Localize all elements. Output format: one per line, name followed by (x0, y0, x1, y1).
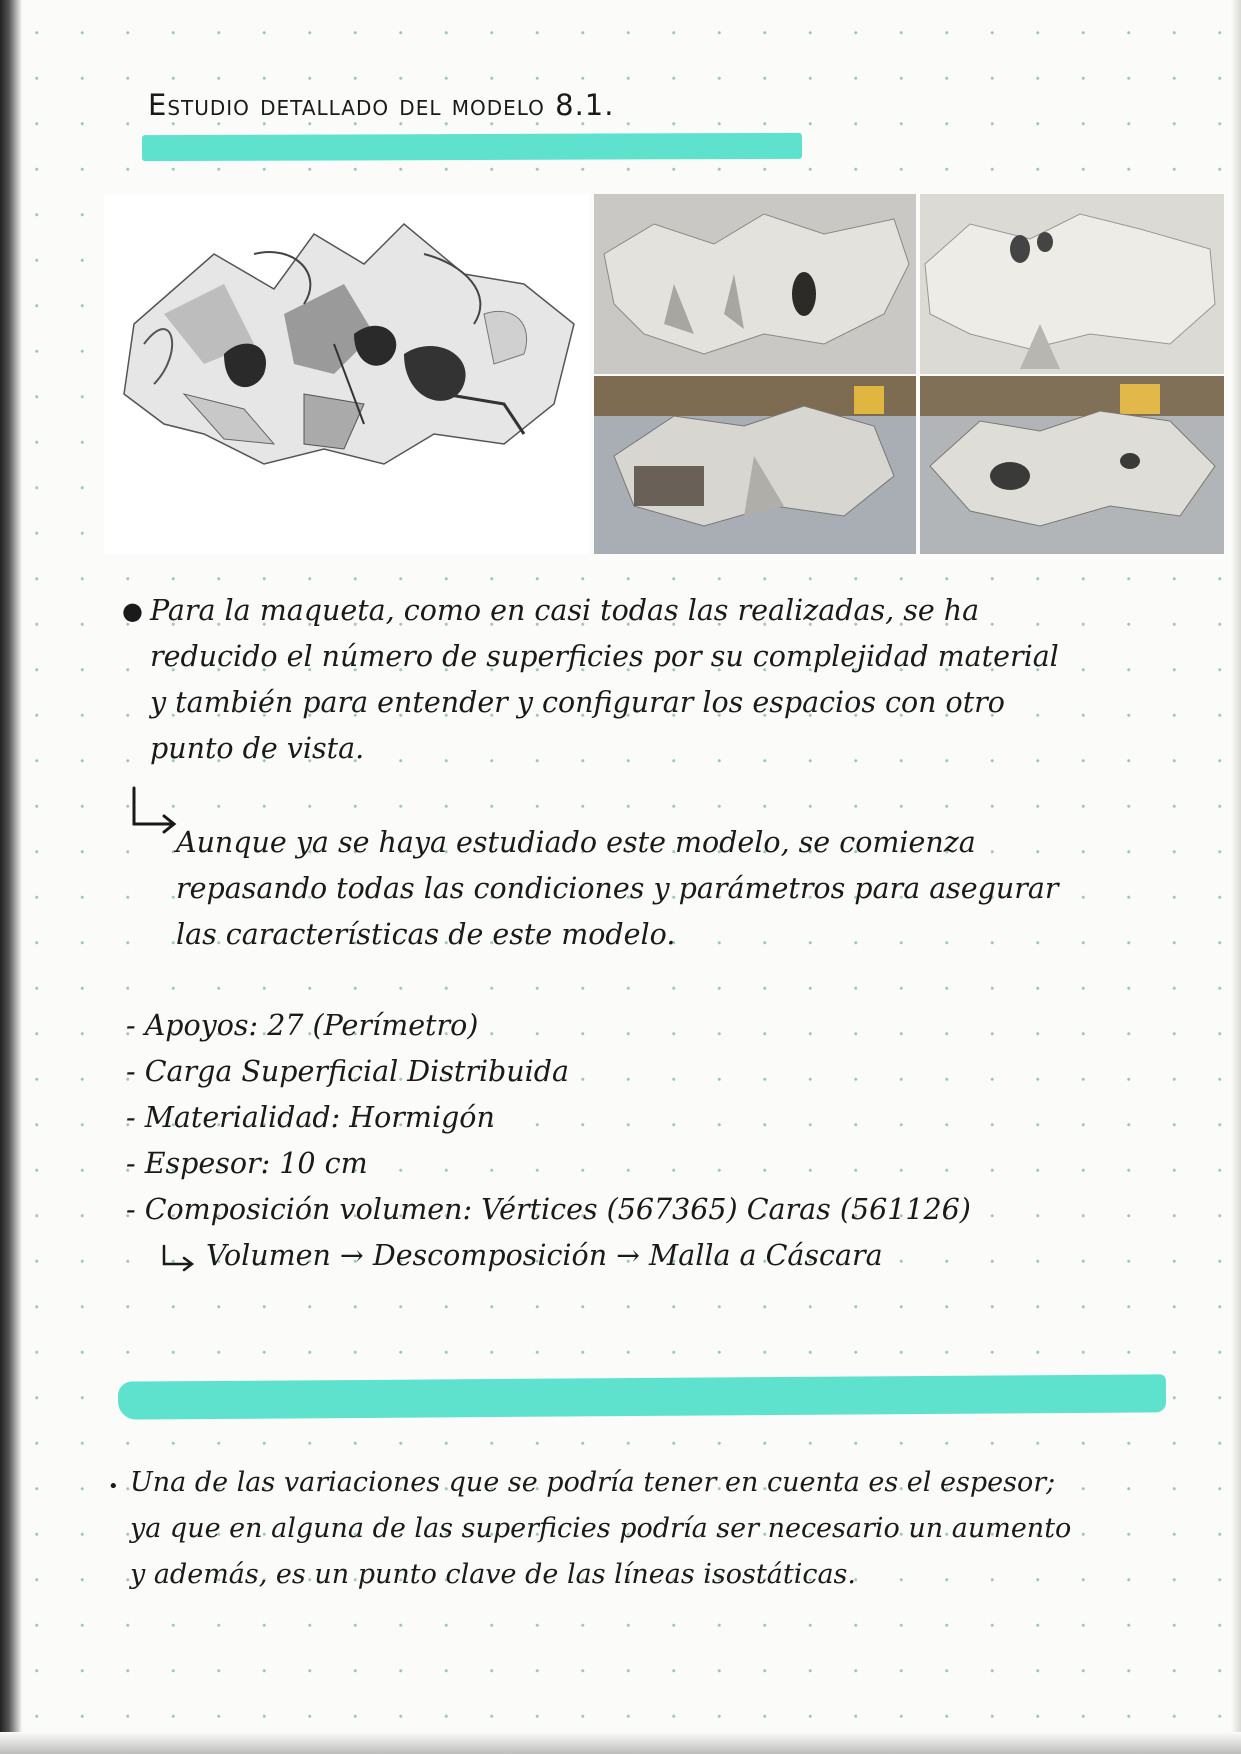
list-item: - Materialidad: Hormigón (126, 1101, 495, 1134)
model-photo-3 (594, 376, 916, 554)
paragraph-1-line: y también para entender y configurar los espacios con otro (150, 686, 1005, 719)
page-title: Estudio detallado del modelo 8.1. (148, 88, 615, 122)
title-highlighter (142, 133, 802, 161)
model-photo-1 (594, 194, 916, 374)
section-divider-highlighter (118, 1374, 1166, 1419)
list-item: - Apoyos: 27 (Perímetro) (126, 1009, 479, 1042)
list-sub-item: Volumen → Descomposición → Malla a Cáscara (206, 1239, 883, 1272)
render-image (104, 194, 590, 554)
model-photo-4 (920, 376, 1224, 554)
page-edge (1231, 0, 1241, 1754)
paragraph-2-line: Aunque ya se haya estudiado este modelo, se comienza (176, 826, 976, 859)
page-edge-bottom (0, 1732, 1241, 1754)
curved-arrow-icon (160, 1244, 200, 1274)
paragraph-2-line: repasando todas las condiciones y parámetros para asegurar (176, 872, 1059, 905)
photo-collage (104, 194, 1224, 554)
model-photo-2 (920, 194, 1224, 374)
list-item: - Composición volumen: Vértices (567365) Caras (561126) (126, 1193, 971, 1226)
bullet-1: ● (122, 597, 143, 625)
paragraph-1-line: reducido el número de superficies por su complejidad material (150, 640, 1059, 673)
list-item: - Carga Superficial Distribuida (126, 1055, 570, 1088)
bullet-2: • (108, 1476, 119, 1497)
paragraph-1-line: Para la maqueta, como en casi todas las realizadas, se ha (150, 594, 980, 627)
paragraph-3-line: ya que en alguna de las superficies podría ser necesario un aumento (130, 1513, 1072, 1544)
paragraph-1-line: punto de vista. (150, 732, 365, 765)
paragraph-3-line: Una de las variaciones que se podría tener en cuenta es el espesor; (130, 1467, 1056, 1498)
paragraph-2-line: las características de este modelo. (176, 918, 676, 951)
notebook-binding (0, 0, 22, 1754)
paragraph-3-line: y además, es un punto clave de las líneas isostáticas. (130, 1559, 856, 1590)
list-item: - Espesor: 10 cm (126, 1147, 368, 1180)
